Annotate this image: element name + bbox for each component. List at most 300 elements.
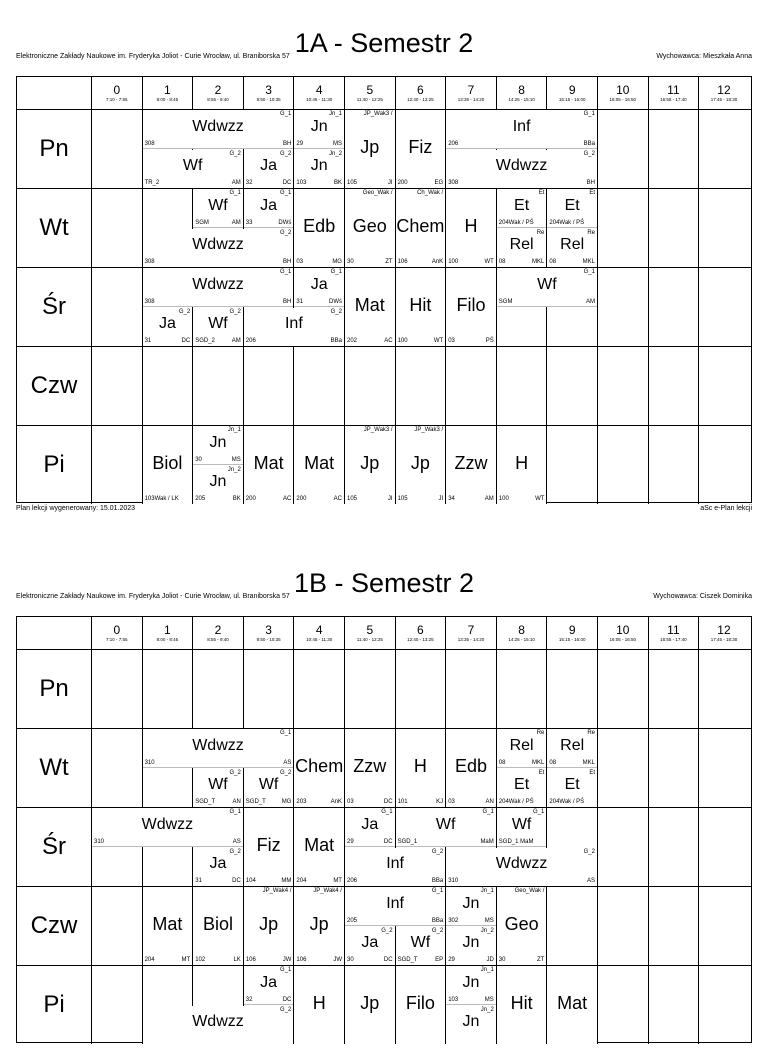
lesson-room: 03	[347, 799, 354, 805]
lesson-teacher: AM	[231, 180, 241, 186]
lesson-group: G_2	[178, 308, 191, 315]
lesson-subject: Inf	[512, 117, 531, 135]
lesson-cell[interactable]	[193, 848, 243, 887]
split-divider	[446, 925, 496, 926]
lesson-room: SGD_2	[195, 338, 215, 344]
lesson-room: 204	[296, 878, 307, 884]
period-number: 6	[417, 623, 424, 637]
lesson-cell[interactable]	[446, 268, 496, 346]
lesson-cell[interactable]	[345, 887, 445, 926]
lesson-teacher: ZT	[385, 259, 393, 265]
lesson-cell[interactable]	[345, 808, 395, 847]
lesson-cell[interactable]	[143, 229, 294, 268]
lesson-room: 106	[296, 957, 307, 963]
lesson-cell[interactable]	[143, 308, 193, 347]
lesson-room: 08	[549, 259, 557, 265]
lesson-teacher: MS	[332, 140, 342, 147]
lesson-teacher: MKL	[532, 259, 545, 265]
period-number: 10	[616, 83, 630, 97]
lesson-teacher: DC	[232, 878, 241, 884]
lesson-cell[interactable]	[446, 848, 597, 887]
lesson-group: Jn_1	[227, 427, 241, 433]
lesson-teacher: BBa	[330, 338, 342, 344]
lesson-subject: Fiz	[408, 136, 433, 157]
period-time: 8:55 - 9:40	[207, 97, 229, 102]
lesson-cell[interactable]	[294, 887, 344, 965]
lesson-group: G_2	[280, 229, 292, 236]
lesson-room: 105	[347, 496, 358, 502]
lesson-room: 308	[144, 140, 155, 147]
lesson-group: G_1	[280, 269, 292, 275]
lesson-subject: Wf	[410, 934, 431, 952]
lesson-cell[interactable]	[446, 887, 496, 926]
lesson-room: SGM	[498, 298, 513, 305]
column-divider	[597, 109, 598, 504]
lesson-room: 03	[296, 259, 304, 265]
lesson-cell[interactable]	[143, 268, 294, 307]
lesson-cell[interactable]	[294, 426, 344, 504]
column-divider	[142, 649, 143, 1044]
lesson-group: G_1	[482, 809, 494, 815]
lesson-room: 08	[498, 759, 506, 766]
lesson-cell[interactable]	[396, 426, 446, 504]
lesson-teacher: MT	[333, 878, 342, 884]
lesson-cell[interactable]	[345, 927, 395, 966]
lesson-group: Re	[536, 229, 545, 236]
lesson-subject: Ja	[260, 196, 278, 214]
lesson-cell[interactable]	[345, 966, 395, 1044]
lesson-room: 08	[549, 759, 557, 766]
period-time: 17:45 - 18:30	[710, 637, 738, 642]
lesson-teacher: MaM	[480, 838, 494, 845]
lesson-group: G_2	[229, 769, 241, 776]
split-divider	[497, 306, 597, 307]
period-header	[496, 617, 547, 649]
period-header	[597, 77, 648, 109]
lesson-subject: Filo	[456, 294, 486, 315]
period-header	[445, 617, 496, 649]
lesson-subject: Ja	[158, 315, 176, 333]
lesson-cell[interactable]	[244, 966, 294, 1005]
period-header	[648, 617, 699, 649]
lesson-cell[interactable]	[497, 808, 547, 847]
lesson-teacher: WT	[484, 259, 494, 265]
period-time: 11:40 - 12:25	[356, 637, 383, 642]
lesson-cell[interactable]	[294, 808, 344, 886]
lesson-room: 29	[448, 957, 455, 963]
lesson-teacher: DWś	[278, 219, 292, 226]
lesson-cell[interactable]	[396, 268, 446, 346]
day-label: Pi	[43, 450, 65, 478]
column-divider	[698, 649, 699, 1044]
split-divider	[446, 148, 597, 149]
lesson-room: 103	[296, 180, 307, 186]
lesson-cell[interactable]	[446, 1006, 496, 1045]
timetable-grid	[16, 616, 752, 1043]
lesson-subject: Jn	[209, 433, 227, 451]
lesson-room: 31	[144, 338, 152, 344]
period-time: 15:15 - 16:00	[558, 637, 586, 642]
period-header	[344, 77, 395, 109]
lesson-subject: Jp	[360, 992, 380, 1013]
row-divider	[17, 346, 751, 347]
day-label: Pi	[43, 990, 65, 1018]
lesson-room: 103Wak / LK	[144, 496, 179, 502]
timetable-title: 1B - Semestr 2	[293, 568, 475, 598]
lesson-teacher: MS	[484, 996, 494, 1003]
lesson-teacher: BH	[586, 180, 595, 186]
period-number: 4	[315, 623, 323, 637]
lesson-subject: Wf	[208, 776, 228, 794]
lesson-room: 105	[347, 180, 358, 186]
lesson-teacher: BK	[232, 496, 241, 502]
lesson-subject: Wdwzz	[192, 1013, 244, 1031]
lesson-cell[interactable]	[396, 729, 446, 807]
lesson-subject: Chem	[295, 755, 344, 776]
lesson-cell[interactable]	[497, 966, 547, 1044]
lesson-teacher: AM	[231, 219, 241, 226]
lesson-room: 308	[144, 298, 155, 305]
lesson-teacher: AnK	[330, 799, 342, 805]
lesson-room: 101	[397, 799, 408, 805]
lesson-room: 206	[347, 878, 358, 884]
lesson-cell[interactable]	[244, 769, 294, 808]
lesson-cell[interactable]	[294, 189, 344, 267]
lesson-group: Re	[536, 730, 545, 736]
lesson-room: 308	[144, 259, 155, 265]
lesson-cell[interactable]	[143, 110, 294, 149]
lesson-subject: Edb	[454, 755, 487, 776]
lesson-cell[interactable]	[396, 110, 446, 188]
lesson-cell[interactable]	[193, 308, 243, 347]
lesson-room: 204	[144, 957, 155, 963]
lesson-room: SGD_1 MaM	[498, 838, 534, 845]
lesson-subject: Wdwzz	[141, 815, 194, 833]
lesson-teacher: JI	[387, 496, 393, 502]
lesson-subject: Zzw	[454, 452, 488, 473]
split-divider	[446, 1004, 496, 1005]
lesson-cell[interactable]	[497, 769, 547, 808]
lesson-group: G_1	[280, 190, 292, 196]
lesson-cell[interactable]	[294, 150, 344, 189]
lesson-subject: Et	[514, 196, 530, 214]
lesson-group: G_1	[330, 269, 342, 275]
lesson-subject: Mat	[304, 452, 335, 473]
lesson-room: 206	[448, 140, 459, 147]
lesson-cell[interactable]	[345, 848, 445, 887]
day-label: Czw	[30, 371, 78, 399]
period-number: 3	[265, 623, 272, 637]
lesson-cell[interactable]	[244, 808, 294, 886]
day-label: Czw	[30, 911, 78, 939]
lesson-cell[interactable]	[244, 150, 294, 189]
lesson-cell[interactable]	[193, 466, 243, 505]
lesson-teacher: MG	[332, 259, 342, 265]
lesson-group: Geo_Wak /	[362, 190, 393, 196]
lesson-cell[interactable]	[396, 966, 446, 1044]
lesson-cell[interactable]	[396, 927, 446, 966]
period-number: 4	[315, 83, 323, 97]
lesson-group: G_2	[280, 769, 292, 776]
lesson-cell[interactable]	[345, 729, 395, 807]
lesson-teacher: MG	[281, 799, 292, 805]
lesson-cell[interactable]	[497, 729, 547, 768]
lesson-teacher: MS	[484, 917, 494, 924]
period-header	[445, 77, 496, 109]
lesson-subject: Wdwzz	[495, 855, 548, 873]
period-header	[648, 77, 699, 109]
lesson-teacher: AC	[333, 496, 342, 502]
period-number: 11	[667, 623, 680, 637]
lesson-subject: Jp	[410, 452, 430, 473]
lesson-room: 202	[347, 338, 358, 344]
lesson-subject: Mat	[152, 913, 183, 934]
lesson-cell[interactable]	[143, 150, 243, 189]
lesson-cell[interactable]	[396, 189, 446, 267]
lesson-cell[interactable]	[294, 110, 344, 149]
lesson-teacher: JI	[438, 496, 444, 502]
lesson-group: Jn_1	[480, 888, 494, 894]
period-header	[142, 617, 193, 649]
lesson-room: SGD_T	[195, 799, 216, 805]
lesson-room: 204Wak / PŚ	[549, 219, 585, 226]
lesson-teacher: KJ	[436, 799, 444, 805]
lesson-cell[interactable]	[193, 189, 243, 228]
lesson-subject: Inf	[386, 855, 404, 873]
lesson-room: 308	[448, 180, 459, 186]
lesson-cell[interactable]	[294, 268, 344, 307]
split-divider	[143, 306, 294, 307]
timetable-title: 1A - Semestr 2	[294, 28, 474, 58]
lesson-room: 31	[195, 878, 202, 884]
split-divider	[396, 846, 496, 847]
day-label: Pn	[39, 674, 69, 702]
lesson-room: 205	[195, 496, 206, 502]
lesson-teacher: DC	[383, 957, 393, 963]
day-label: Pn	[39, 134, 69, 162]
lesson-cell[interactable]	[244, 189, 294, 228]
lesson-cell[interactable]	[446, 966, 496, 1005]
lesson-cell[interactable]	[446, 729, 496, 807]
period-time: 7:10 - 7:55	[106, 97, 128, 102]
lesson-room: 310	[144, 759, 155, 766]
lesson-cell[interactable]	[345, 110, 395, 188]
lesson-cell[interactable]	[244, 426, 294, 504]
lesson-cell[interactable]	[497, 426, 547, 504]
lesson-room: 32	[245, 180, 253, 186]
period-number: 12	[717, 623, 731, 637]
lesson-subject: Zzw	[353, 755, 387, 776]
period-time: 13:35 - 14:20	[457, 97, 485, 102]
lesson-subject: Et	[564, 776, 580, 794]
row-divider	[17, 649, 751, 650]
period-number: 2	[214, 623, 222, 637]
lesson-subject: Chem	[396, 215, 445, 236]
lesson-cell[interactable]	[446, 426, 496, 504]
day-label: Śr	[42, 292, 66, 320]
lesson-group: JP_Wak3 /	[363, 111, 393, 117]
lesson-cell[interactable]	[497, 268, 597, 307]
period-number: 5	[366, 623, 374, 637]
lesson-group: Jn_2	[480, 927, 494, 934]
period-header	[395, 77, 446, 109]
day-label: Wt	[39, 213, 69, 241]
lesson-subject: Filo	[405, 992, 435, 1013]
lesson-cell[interactable]	[193, 769, 243, 808]
lesson-group: Re	[587, 229, 595, 236]
period-number: 0	[113, 623, 121, 637]
lesson-teacher: BBa	[431, 917, 444, 924]
lesson-teacher: ZT	[537, 957, 545, 963]
lesson-subject: H	[312, 992, 326, 1013]
period-number: 3	[265, 83, 272, 97]
lesson-cell[interactable]	[446, 110, 597, 149]
lesson-subject: Hit	[409, 294, 432, 315]
period-number: 8	[518, 83, 525, 97]
lesson-subject: Jn	[462, 934, 480, 952]
lesson-room: 32	[245, 996, 253, 1003]
lesson-cell[interactable]	[547, 966, 597, 1044]
lesson-cell[interactable]	[143, 1006, 294, 1045]
lesson-cell[interactable]	[446, 927, 496, 966]
timetable-grid	[16, 76, 752, 503]
lesson-cell[interactable]	[547, 769, 597, 808]
lesson-teacher: JI	[387, 180, 393, 186]
lesson-cell[interactable]	[547, 229, 597, 268]
lesson-cell[interactable]	[446, 150, 597, 189]
period-number: 10	[616, 623, 630, 637]
lesson-cell[interactable]	[294, 729, 344, 807]
lesson-teacher: AnK	[431, 259, 444, 265]
lesson-room: 204Wak / PŚ	[498, 219, 534, 226]
period-time: 12:40 - 13:25	[407, 97, 434, 102]
lesson-subject: Wf	[537, 275, 557, 293]
lesson-cell[interactable]	[497, 229, 547, 268]
period-time: 16:55 - 17:40	[660, 637, 687, 642]
lesson-subject: Wf	[258, 776, 279, 794]
lesson-teacher: MM	[281, 878, 292, 884]
lesson-cell[interactable]	[193, 887, 243, 965]
column-divider	[91, 649, 92, 1044]
split-divider	[547, 227, 597, 228]
lesson-teacher: AC	[283, 496, 292, 502]
period-number: 5	[366, 83, 374, 97]
lesson-group: JP_Wak4 /	[262, 888, 292, 894]
lesson-group: JP_Wak3 /	[414, 427, 444, 433]
lesson-teacher: MKL	[582, 259, 595, 265]
lesson-teacher: DC	[282, 996, 292, 1003]
school-name: Elektroniczne Zakłady Naukowe im. Fryderyka Joliot - Curie Wrocław, ul. Braniborska 57	[16, 53, 290, 60]
lesson-teacher: AM	[231, 338, 241, 344]
lesson-teacher: BBa	[431, 878, 444, 884]
lesson-group: G_2	[583, 848, 595, 855]
lesson-subject: Wf	[208, 196, 228, 214]
lesson-group: G_2	[583, 150, 595, 157]
lesson-cell[interactable]	[345, 189, 395, 267]
period-header	[243, 77, 294, 109]
lesson-subject: Rel	[509, 736, 534, 754]
lesson-subject: Wdwzz	[192, 236, 244, 254]
lesson-cell[interactable]	[497, 887, 547, 965]
lesson-room: 34	[448, 496, 455, 502]
split-divider	[143, 148, 294, 149]
lesson-cell[interactable]	[143, 729, 294, 768]
lesson-teacher: BK	[333, 180, 342, 186]
lesson-cell[interactable]	[396, 808, 496, 847]
lesson-group: G_1	[229, 809, 241, 815]
period-header	[91, 617, 142, 649]
lesson-cell[interactable]	[92, 808, 243, 847]
lesson-subject: Jp	[360, 136, 380, 157]
lesson-group: G_2	[229, 308, 241, 315]
lesson-room: 30	[347, 957, 354, 963]
lesson-subject: H	[413, 755, 427, 776]
period-header	[293, 617, 344, 649]
lesson-group: G_2	[280, 150, 292, 157]
lesson-cell[interactable]	[294, 966, 344, 1044]
lesson-subject: Geo	[504, 913, 539, 934]
lesson-subject: Mat	[304, 834, 335, 855]
lesson-cell[interactable]	[547, 189, 597, 228]
lesson-cell[interactable]	[547, 729, 597, 768]
lesson-cell[interactable]	[143, 426, 193, 504]
period-number: 12	[717, 83, 731, 97]
period-number: 2	[214, 83, 222, 97]
timetable-0	[0, 28, 768, 523]
lesson-subject: Ja	[260, 157, 278, 175]
lesson-room: 310	[94, 838, 105, 845]
period-header	[597, 617, 648, 649]
lesson-cell[interactable]	[345, 268, 395, 346]
lesson-subject: Wdwzz	[495, 157, 548, 175]
split-divider	[244, 1004, 294, 1005]
lesson-cell[interactable]	[345, 426, 395, 504]
lesson-subject: Ja	[260, 973, 278, 991]
lesson-cell[interactable]	[143, 887, 193, 965]
lesson-group: G_2	[229, 848, 241, 855]
period-header	[546, 617, 597, 649]
lesson-teacher: PŚ	[485, 338, 494, 344]
lesson-group: G_1	[381, 809, 393, 815]
lesson-room: 204Wak / PŚ	[498, 799, 534, 805]
lesson-teacher: DC	[383, 838, 393, 845]
lesson-cell[interactable]	[193, 426, 243, 465]
period-time: 8:55 - 9:40	[207, 637, 229, 642]
split-divider	[294, 148, 344, 149]
class-teacher: Wychowawca: Mieszkała Anna	[656, 53, 752, 60]
lesson-cell[interactable]	[244, 887, 294, 965]
lesson-teacher: DC	[282, 180, 292, 186]
lesson-subject: Mat	[253, 452, 284, 473]
lesson-room: 30	[195, 456, 202, 463]
period-number: 9	[568, 623, 576, 637]
lesson-room: 03	[448, 799, 455, 805]
period-number: 7	[467, 83, 475, 97]
lesson-subject: Jn	[462, 894, 480, 912]
lesson-subject: H	[515, 452, 529, 473]
period-header	[293, 77, 344, 109]
lesson-cell[interactable]	[446, 189, 496, 267]
lesson-subject: Geo	[352, 215, 387, 236]
lesson-room: 310	[448, 878, 459, 884]
lesson-group: Jn_2	[328, 150, 342, 157]
lesson-subject: Wdwzz	[192, 117, 244, 135]
lesson-cell[interactable]	[244, 308, 344, 347]
lesson-subject: Rel	[509, 236, 534, 254]
lesson-cell[interactable]	[497, 189, 547, 228]
split-divider	[143, 767, 294, 768]
lesson-group: G_1	[533, 809, 545, 815]
